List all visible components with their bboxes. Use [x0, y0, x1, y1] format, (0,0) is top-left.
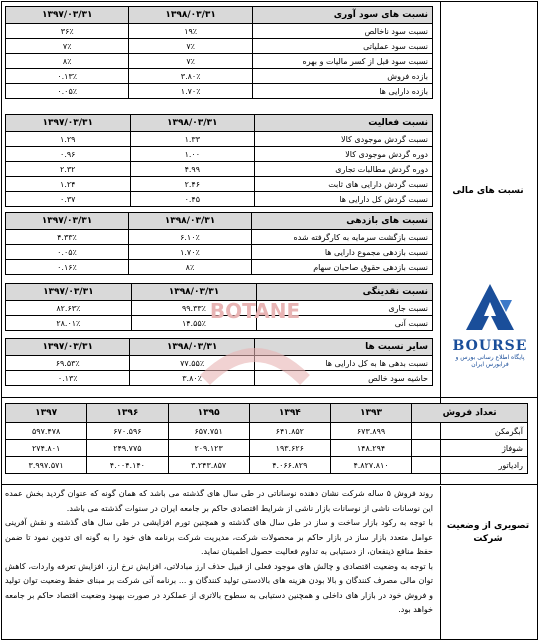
ratio-value: ۰.۱۳٪: [6, 371, 130, 386]
ratio-year-header: ۱۳۹۷/۰۳/۳۱: [6, 213, 129, 230]
ratio-value: ۰.۰۵٪: [6, 84, 129, 99]
ratio-row: [6, 54, 433, 69]
ratio-value: ۲.۴۶: [130, 177, 255, 192]
sales-product-name: شوفاژ: [412, 440, 528, 457]
ratio-header-row: [6, 115, 433, 132]
liquidity-table: [5, 283, 433, 331]
ratio-table-title: نسبت فعالیت: [255, 115, 433, 132]
outlook-paragraph: با توجه به رکود بازار ساخت و ساز در طی سال های گذشته و همچنین تورم افزایشی در طی سال های گذشته و نقش آفرینی عوامل متعدد بازار ساز در بازار حاکم بر محصولات شرکت، مدیریت شرکت برنامه های خود را به گونه ای تدوین نمود تا ضمن حفظ منافع ذینفعان، از دستیابی به تداوم فعالیت حصول اطمینان نماید.: [5, 518, 433, 556]
ratio-row: [6, 301, 433, 316]
sales-value: ۶۵۷.۷۵۱: [168, 423, 249, 440]
ratio-value: ۲۸.۰۱٪: [6, 316, 132, 331]
sales-header-cell: ۱۳۹۴: [249, 404, 330, 423]
ratio-name: دوره گردش مطالبات تجاری: [255, 162, 433, 177]
activity-table: [5, 114, 433, 207]
ratio-name: بازده دارایی ها: [252, 84, 432, 99]
sales-value: ۲۷۴.۸۰۱: [6, 440, 87, 457]
sales-value: ۴.۰۰۴.۱۴۰: [87, 457, 168, 474]
sales-value: ۶۷۳.۸۹۹: [330, 423, 411, 440]
ratio-year-header: ۱۳۹۸/۰۳/۳۱: [128, 213, 251, 230]
sales-value: ۶۷۰.۵۹۶: [87, 423, 168, 440]
ratio-value: ۱.۲۴: [6, 177, 131, 192]
ratio-value: ۷٪: [129, 54, 252, 69]
ratio-value: ۱۹٪: [129, 24, 252, 39]
ratio-value: ۰.۱۶٪: [6, 260, 129, 275]
ratio-row: [6, 162, 433, 177]
ratio-row: [6, 245, 433, 260]
logo-tagline: پایگاه اطلاع رسانی بورس و فرابورس ایران: [455, 354, 525, 368]
ratio-header-row: [6, 284, 433, 301]
ratio-row: [6, 84, 433, 99]
ratio-table-title: نسبت های بازدهی: [251, 213, 432, 230]
sales-value: ۴.۰۶۶.۸۲۹: [249, 457, 330, 474]
ratio-value: ۷۷.۵۵٪: [130, 356, 254, 371]
ratio-value: ۱.۰۰: [130, 147, 255, 162]
other-ratios-table: [5, 338, 433, 386]
ratio-name: نسبت گردش دارایی های ثابت: [255, 177, 433, 192]
watermark-text: BOTANE: [209, 299, 301, 323]
ratio-row: [6, 192, 433, 207]
sales-row: [6, 440, 528, 457]
ratio-year-header: ۱۳۹۸/۰۳/۳۱: [129, 7, 252, 24]
ratio-value: ۰.۰۵٪: [6, 245, 129, 260]
ratio-value: ۱.۳۳: [130, 132, 255, 147]
sales-value: ۲۴۹.۷۷۵: [87, 440, 168, 457]
ratio-name: نسبت آنی: [257, 316, 433, 331]
ratio-value: ۸۲.۶۳٪: [6, 301, 132, 316]
ratio-name: حاشیه سود خالص: [254, 371, 432, 386]
ratio-table-title: نسبت های سود آوری: [252, 7, 432, 24]
ratio-value: ۷٪: [129, 39, 252, 54]
ratio-value: ۱.۲۹: [6, 132, 131, 147]
ratio-row: [6, 24, 433, 39]
sales-header-cell: ۱۳۹۵: [168, 404, 249, 423]
company-outlook-text: [5, 487, 433, 618]
financial-ratios-label: نسبت های مالی: [452, 186, 524, 196]
ratio-value: ۲.۳۲: [6, 162, 131, 177]
ratio-value: ۶.۱۰٪: [128, 230, 251, 245]
sales-header-cell: ۱۳۹۷: [6, 404, 87, 423]
section-divider-2: [2, 484, 537, 485]
sales-value: ۴.۸۲۷.۸۱۰: [330, 457, 411, 474]
ratio-name: بازده فروش: [252, 69, 432, 84]
ratio-header-row: [6, 213, 433, 230]
returns-table: [5, 212, 433, 275]
ratio-row: [6, 230, 433, 245]
profitability-table: [5, 6, 433, 99]
ratio-value: ۷٪: [6, 39, 129, 54]
ratio-value: ۶۹.۵۳٪: [6, 356, 130, 371]
ratio-value: ۴.۳۳٪: [6, 230, 129, 245]
ratio-year-header: ۱۳۹۷/۰۳/۳۱: [6, 7, 129, 24]
logo-brand-text: BOURSE: [452, 338, 528, 354]
ratio-name: نسبت بازدهی مجموع دارایی ها: [251, 245, 432, 260]
ratio-row: [6, 356, 433, 371]
sales-header-row: [6, 404, 528, 423]
section-divider-1: [2, 397, 537, 398]
ratio-name: نسبت گردش موجودی کالا: [255, 132, 433, 147]
ratio-value: ۳.۸۰٪: [130, 371, 254, 386]
sales-value: ۵۹۷.۴۷۸: [6, 423, 87, 440]
ratio-name: دوره گردش موجودی کالا: [255, 147, 433, 162]
ratio-value: ۱.۷۰٪: [129, 84, 252, 99]
sales-header-cell: تعداد فروش: [412, 404, 528, 423]
sales-value: ۳.۲۴۳.۸۵۷: [168, 457, 249, 474]
outlook-paragraph: با توجه به وضعیت اقتصادی و چالش های موجود فعلی از قبیل حذف ارز مبادلاتی، افزایش نرخ ارز، افزایش تعرفه واردات، کاهش توان مالی مصرف کنندگان و بالا بودن هزینه های بالادستی تولید کنندگان و ... برنامه آتی شرکت بر مبنای حفظ وضعیت توان تولید و فروش خود در بازار های داخلی و همچنین دستیابی به سطوح بالاتری از عملکرد در صورت بهبود وضعیت اقتصاد حاکم بر جامعه خواهد بود.: [5, 561, 433, 614]
sales-value: ۳.۹۹۷.۵۷۱: [6, 457, 87, 474]
sales-value: ۲۰۹.۱۲۳: [168, 440, 249, 457]
ratio-name: نسبت سود عملیاتی: [252, 39, 432, 54]
ratio-value: ۰.۳۷: [6, 192, 131, 207]
sales-value: ۶۴۱.۸۵۲: [249, 423, 330, 440]
ratio-value: ۰.۱۳٪: [6, 69, 129, 84]
ratio-value: ۹۹.۳۳٪: [131, 301, 257, 316]
sales-header-cell: ۱۳۹۳: [330, 404, 411, 423]
bourse-logo-icon: [460, 282, 520, 334]
ratio-name: نسبت جاری: [257, 301, 433, 316]
ratio-value: ۸٪: [6, 54, 129, 69]
ratio-year-header: ۱۳۹۷/۰۳/۳۱: [6, 115, 131, 132]
ratio-name: نسبت سود ناخالص: [252, 24, 432, 39]
ratio-name: نسبت سود قبل از کسر مالیات و بهره: [252, 54, 432, 69]
sales-table: [5, 403, 528, 474]
ratio-year-header: ۱۳۹۷/۰۳/۳۱: [6, 339, 130, 356]
ratio-value: ۴.۹۹: [130, 162, 255, 177]
sales-product-name: رادیاتور: [412, 457, 528, 474]
ratio-value: ۰.۴۵: [130, 192, 255, 207]
ratio-row: [6, 177, 433, 192]
ratio-year-header: ۱۳۹۸/۰۳/۳۱: [130, 115, 255, 132]
sales-row: [6, 457, 528, 474]
ratio-value: ۳۶٪: [6, 24, 129, 39]
ratio-name: نسبت بازگشت سرمایه به کارگرفته شده: [251, 230, 432, 245]
ratio-value: ۱.۷۰٪: [128, 245, 251, 260]
ratio-value: ۱۴.۵۵٪: [131, 316, 257, 331]
ratio-row: [6, 147, 433, 162]
ratio-year-header: ۱۳۹۸/۰۳/۳۱: [131, 284, 257, 301]
label-column-divider-bottom: [440, 486, 441, 639]
sales-header-cell: ۱۳۹۶: [87, 404, 168, 423]
company-outlook-label: تصویری از وضعیت شرکت: [446, 521, 530, 544]
sales-product-name: آبگرمکن: [412, 423, 528, 440]
ratio-name: نسبت بدهی ها به کل دارایی ها: [254, 356, 432, 371]
ratio-row: [6, 69, 433, 84]
ratio-row: [6, 316, 433, 331]
ratio-year-header: ۱۳۹۸/۰۳/۳۱: [130, 339, 254, 356]
ratio-year-header: ۱۳۹۷/۰۳/۳۱: [6, 284, 132, 301]
ratio-table-title: سایر نسبت ها: [254, 339, 432, 356]
sales-row: [6, 423, 528, 440]
outlook-paragraph: روند فروش ۵ ساله شرکت نشان دهنده نوساناتی در طی سال های گذشته می باشد که همان گونه که عنوان گردید بخش عمده این نوسانات ناشی از نوسانات بازار ناشی از شرایط اقتصادی حاکم بر جامعه ایران در سنوات گذشته می باشد.: [5, 489, 433, 513]
ratio-name: نسبت بازدهی حقوق صاحبان سهام: [251, 260, 432, 275]
ratio-header-row: [6, 339, 433, 356]
ratio-value: ۰.۹۶: [6, 147, 131, 162]
sales-value: ۱۹۳.۶۲۶: [249, 440, 330, 457]
bourse-logo: [446, 282, 534, 368]
ratio-value: ۸٪: [128, 260, 251, 275]
ratio-table-title: نسبت نقدینگی: [257, 284, 433, 301]
ratio-header-row: [6, 7, 433, 24]
sales-value: ۱۴۸.۲۹۴: [330, 440, 411, 457]
ratio-value: ۳.۸۰٪: [129, 69, 252, 84]
ratio-row: [6, 39, 433, 54]
ratio-row: [6, 371, 433, 386]
ratio-row: [6, 132, 433, 147]
ratio-row: [6, 260, 433, 275]
ratio-name: نسبت گردش کل دارایی ها: [255, 192, 433, 207]
